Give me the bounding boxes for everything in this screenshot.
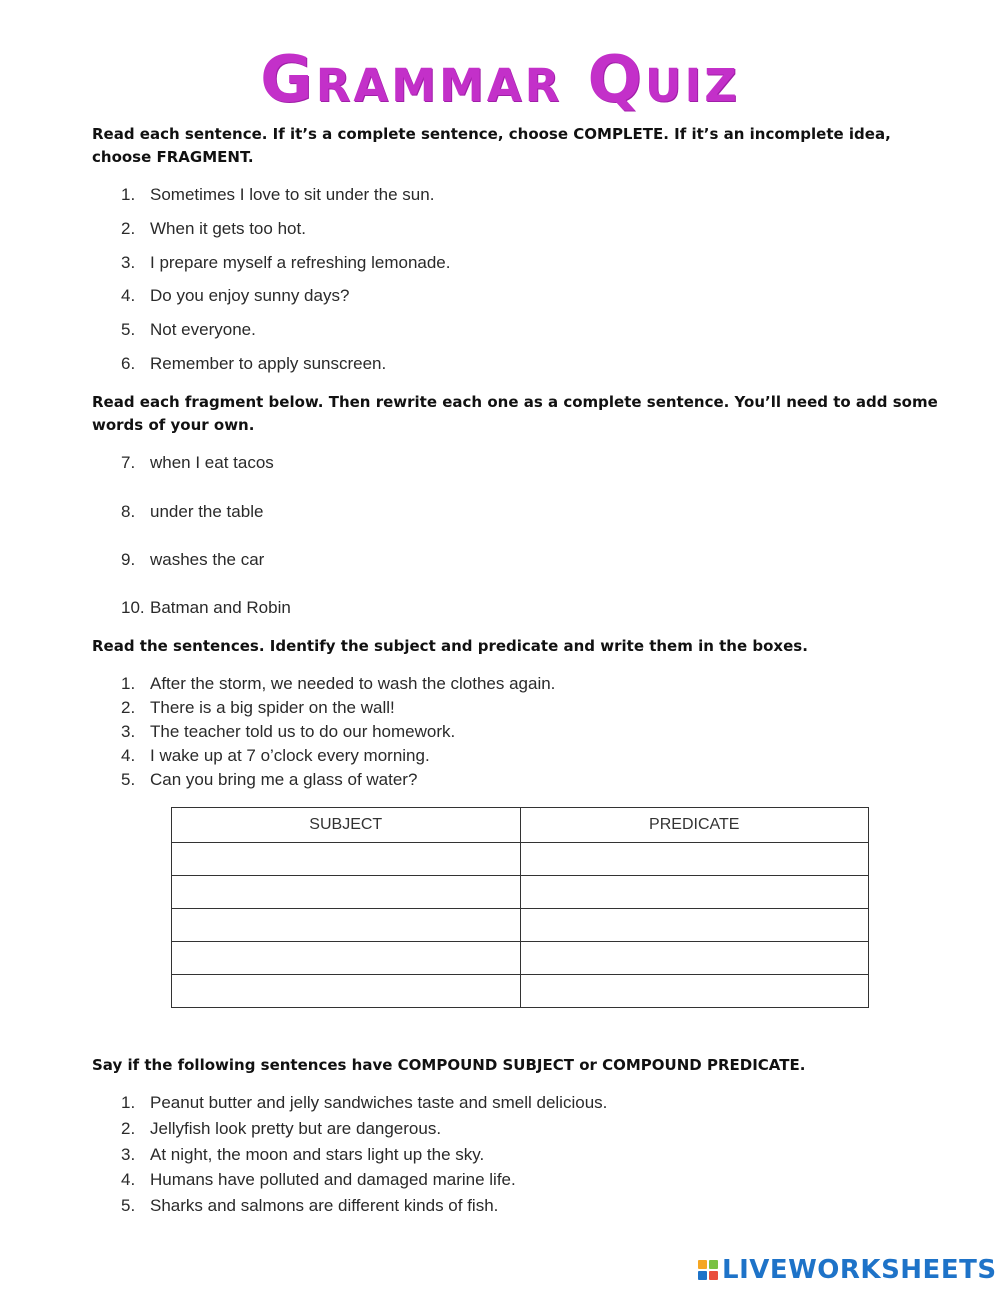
table-row	[172, 843, 869, 876]
item-number: 5.	[121, 1196, 136, 1215]
section1-instruction: Read each sentence. If it’s a complete sentence, choose COMPLETE. If it’s an incomplete idea, choose FRAGMENT.	[92, 125, 891, 166]
list-item	[121, 1144, 484, 1166]
list-item	[121, 285, 349, 307]
item-text: Peanut butter and jelly sandwiches taste and smell delicious.	[150, 1093, 608, 1112]
list-item	[121, 1092, 607, 1114]
list-item	[121, 184, 434, 206]
logo-block	[709, 1271, 718, 1280]
section2-instruction: Read each fragment below. Then rewrite each one as a complete sentence. You’ll need to add some words of your own.	[92, 393, 938, 434]
list-item	[121, 319, 256, 341]
item-number: 1.	[121, 1093, 136, 1112]
subject-answer-cell[interactable]	[172, 942, 521, 975]
page-title: Grammar Quiz	[260, 43, 740, 117]
predicate-answer-cell[interactable]	[520, 942, 869, 975]
list-item	[121, 218, 306, 240]
predicate-answer-cell[interactable]	[520, 843, 869, 876]
logo-block	[698, 1260, 707, 1269]
predicate-column-header: PREDICATE	[520, 808, 869, 843]
logo-block	[709, 1260, 718, 1269]
predicate-answer-cell[interactable]	[520, 876, 869, 909]
list-item	[121, 353, 386, 375]
list-item	[121, 769, 417, 791]
item-text: Do you enjoy sunny days?	[150, 286, 350, 305]
item-text: washes the car	[150, 550, 265, 569]
list-item	[121, 697, 395, 719]
item-text: Remember to apply sunscreen.	[150, 354, 387, 373]
table-row	[172, 942, 869, 975]
predicate-answer-cell[interactable]	[520, 975, 869, 1008]
item-text: Sharks and salmons are different kinds of fish.	[150, 1196, 499, 1215]
item-number: 8.	[121, 502, 136, 521]
list-item	[121, 721, 455, 743]
item-text: Can you bring me a glass of water?	[150, 770, 418, 789]
item-text: There is a big spider on the wall!	[150, 698, 395, 717]
liveworksheets-logo	[698, 1255, 997, 1285]
list-item	[121, 501, 263, 523]
list-item	[121, 1195, 498, 1217]
item-text: The teacher told us to do our homework.	[150, 722, 456, 741]
item-number: 3.	[121, 253, 136, 272]
section3-instruction: Read the sentences. Identify the subject and predicate and write them in the boxes.	[92, 637, 808, 655]
item-text: under the table	[150, 502, 264, 521]
logo-blocks-icon	[698, 1260, 718, 1280]
subject-predicate-table	[171, 807, 869, 1008]
item-number: 3.	[121, 722, 136, 741]
item-number: 2.	[121, 698, 136, 717]
item-text: Sometimes I love to sit under the sun.	[150, 185, 435, 204]
item-number: 1.	[121, 185, 136, 204]
item-text: when I eat tacos	[150, 453, 274, 472]
item-number: 3.	[121, 1145, 136, 1164]
list-item	[121, 252, 451, 274]
item-number: 10.	[121, 598, 145, 617]
list-item	[121, 549, 264, 571]
subject-answer-cell[interactable]	[172, 975, 521, 1008]
item-number: 4.	[121, 286, 136, 305]
logo-block	[698, 1271, 707, 1280]
item-text: After the storm, we needed to wash the clothes again.	[150, 674, 556, 693]
list-item	[121, 673, 555, 695]
item-number: 2.	[121, 219, 136, 238]
section4-instruction: Say if the following sentences have COMPOUND SUBJECT or COMPOUND PREDICATE.	[92, 1056, 806, 1074]
item-number: 9.	[121, 550, 136, 569]
item-number: 6.	[121, 354, 136, 373]
item-text: Humans have polluted and damaged marine life.	[150, 1170, 516, 1189]
list-item	[121, 1169, 516, 1191]
item-number: 7.	[121, 453, 136, 472]
subject-answer-cell[interactable]	[172, 843, 521, 876]
table-row	[172, 975, 869, 1008]
table-header-row	[172, 808, 869, 843]
list-item	[121, 597, 291, 619]
item-text: At night, the moon and stars light up the sky.	[150, 1145, 485, 1164]
subject-answer-cell[interactable]	[172, 876, 521, 909]
item-number: 4.	[121, 746, 136, 765]
item-text: Batman and Robin	[150, 598, 291, 617]
item-number: 1.	[121, 674, 136, 693]
item-text: Not everyone.	[150, 320, 256, 339]
item-text: I prepare myself a refreshing lemonade.	[150, 253, 451, 272]
item-number: 5.	[121, 770, 136, 789]
item-number: 5.	[121, 320, 136, 339]
item-number: 4.	[121, 1170, 136, 1189]
list-item	[121, 452, 274, 474]
item-text: I wake up at 7 o’clock every morning.	[150, 746, 430, 765]
item-number: 2.	[121, 1119, 136, 1138]
subject-column-header: SUBJECT	[172, 808, 521, 843]
table-row	[172, 876, 869, 909]
predicate-answer-cell[interactable]	[520, 909, 869, 942]
list-item	[121, 1118, 441, 1140]
list-item	[121, 745, 430, 767]
subject-answer-cell[interactable]	[172, 909, 521, 942]
table-row	[172, 909, 869, 942]
logo-text: LIVEWORKSHEETS	[722, 1255, 997, 1285]
item-text: When it gets too hot.	[150, 219, 306, 238]
item-text: Jellyfish look pretty but are dangerous.	[150, 1119, 442, 1138]
